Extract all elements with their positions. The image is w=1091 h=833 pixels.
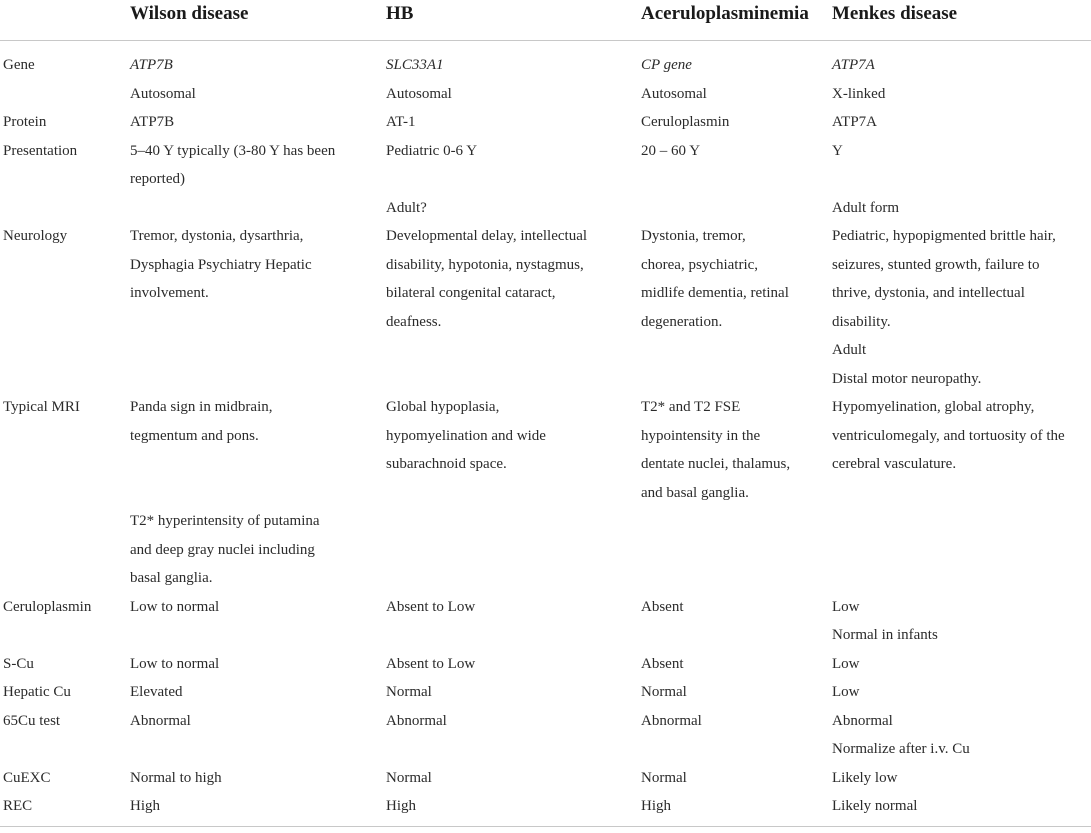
row-label xyxy=(3,51,35,80)
table-cell-line: Adult? xyxy=(386,199,427,216)
table-cell-line: Elevated xyxy=(130,684,183,700)
table-cell xyxy=(386,393,546,479)
table-cell xyxy=(130,792,160,821)
table-cell-line: Low xyxy=(832,684,860,700)
table-cell xyxy=(832,222,1056,336)
table-cell xyxy=(130,764,222,793)
table-cell xyxy=(130,51,173,80)
table-cell-line: Panda sign in midbrain, xyxy=(130,399,273,415)
table-cell-line: T2* hyperintensity of putamina xyxy=(130,513,320,529)
table-cell-line: Tremor, dystonia, dysarthria, xyxy=(130,228,304,244)
table-cell-line: Autosomal xyxy=(386,85,452,102)
row-label-line: Neurology xyxy=(3,228,68,244)
table-cell-line: Normalize after i.v. Cu xyxy=(832,741,970,757)
table-cell-line: Likely normal xyxy=(832,798,918,814)
table-cell xyxy=(641,650,684,679)
table-cell xyxy=(641,764,687,793)
table-cell xyxy=(641,393,790,507)
table-row xyxy=(0,137,1091,194)
table-cell-line: Likely low xyxy=(832,769,898,786)
table-cell xyxy=(832,108,877,137)
table-cell xyxy=(386,108,415,137)
header-cell-wilson-disease: Wilson disease xyxy=(130,3,249,24)
row-label xyxy=(3,222,67,251)
row-label xyxy=(3,764,51,793)
table-cell-line: High xyxy=(641,798,671,814)
table-header-row xyxy=(0,0,1091,41)
table-row xyxy=(0,678,1091,707)
table-cell-line: dentate nuclei, thalamus, xyxy=(641,456,791,472)
table-cell-line: Abnormal xyxy=(386,712,447,729)
table-cell xyxy=(130,80,196,109)
table-cell-line: Normal to high xyxy=(130,769,222,786)
table-cell xyxy=(832,792,917,821)
table-row xyxy=(0,735,1091,764)
table-cell-line: AT-1 xyxy=(386,114,416,130)
table-cell xyxy=(386,593,475,622)
table-cell xyxy=(130,222,312,308)
table-cell-line: chorea, psychiatric, xyxy=(641,256,759,273)
table-cell-line: thrive, dystonia, and intellectual xyxy=(832,285,1025,301)
table-cell-line: CP gene xyxy=(641,57,692,73)
table-cell xyxy=(130,393,273,450)
table-cell-line: subarachnoid space. xyxy=(386,456,507,472)
table-cell xyxy=(832,621,938,650)
row-label-line: Hepatic Cu xyxy=(3,684,71,700)
table-cell-line: Normal xyxy=(386,684,432,700)
table-cell-line: and deep gray nuclei including xyxy=(130,541,315,558)
table-cell xyxy=(641,137,700,166)
table-body xyxy=(0,41,1091,821)
table-cell-line: Hypomyelination, global atrophy, xyxy=(832,399,1035,415)
table-cell-line: Global hypoplasia, xyxy=(386,399,500,415)
table-cell-line: Autosomal xyxy=(641,85,707,102)
table-cell xyxy=(832,137,843,166)
table-cell-line: seizures, stunted growth, failure to xyxy=(832,256,1040,273)
table-cell-line: Normal in infants xyxy=(832,627,938,643)
table-cell-line: Normal xyxy=(641,684,687,700)
table-cell-line: Low xyxy=(832,598,860,615)
table-cell xyxy=(130,678,182,707)
table-cell-line: X-linked xyxy=(832,85,886,102)
table-cell-line: Low to normal xyxy=(130,655,220,672)
table-bottom-rule xyxy=(0,826,1091,827)
row-label-line: Typical MRI xyxy=(3,399,80,415)
row-label xyxy=(3,593,91,622)
header-cell-menkes-disease: Menkes disease xyxy=(832,3,958,24)
table-cell xyxy=(386,650,475,679)
table-row xyxy=(0,51,1091,80)
table-cell-line: Normal xyxy=(386,769,432,786)
table-cell-line: ATP7B xyxy=(130,57,173,73)
table-cell-line: Pediatric, hypopigmented brittle hair, xyxy=(832,228,1056,244)
table-cell xyxy=(386,222,587,336)
row-label xyxy=(3,650,34,679)
table-cell-line: Abnormal xyxy=(130,712,191,729)
row-label-line: S-Cu xyxy=(3,655,34,672)
table-cell-line: Absent to Low xyxy=(386,598,476,615)
table-cell xyxy=(832,365,981,394)
table-cell-line: 5–40 Y typically (3-80 Y has been xyxy=(130,142,336,159)
table-cell-line: 20 – 60 Y xyxy=(641,142,701,159)
header-cell-hb: HB xyxy=(386,3,414,24)
row-label xyxy=(3,678,71,707)
table-cell xyxy=(832,80,885,109)
table-cell-line: Y xyxy=(832,142,843,159)
table-cell xyxy=(386,792,416,821)
table-cell-line: disability. xyxy=(832,313,891,330)
table-cell xyxy=(130,593,219,622)
row-label xyxy=(3,137,77,166)
table-cell-line: reported) xyxy=(130,171,185,187)
table-cell xyxy=(641,51,692,80)
table-cell-line: Ceruloplasmin xyxy=(641,114,730,130)
table-cell-line: cerebral vasculature. xyxy=(832,456,957,472)
table-cell xyxy=(832,393,1065,479)
table-row xyxy=(0,507,1091,593)
table-cell-line: hypomyelination and wide xyxy=(386,427,546,444)
row-label-line: REC xyxy=(3,798,33,814)
row-label xyxy=(3,707,60,736)
table-cell-line: Abnormal xyxy=(832,712,893,729)
table-cell-line: High xyxy=(130,798,160,814)
table-cell-line: Low to normal xyxy=(130,598,220,615)
table-cell xyxy=(130,650,219,679)
table-cell-line: degeneration. xyxy=(641,313,723,330)
table-cell xyxy=(386,137,477,166)
table-cell-line: Absent xyxy=(641,655,684,672)
table-cell-line: Dystonia, tremor, xyxy=(641,228,746,244)
table-cell-line: SLC33A1 xyxy=(386,57,444,73)
table-cell-line: Developmental delay, intellectual xyxy=(386,228,588,244)
table-cell-line: Adult form xyxy=(832,199,900,216)
table-cell-line: Adult xyxy=(832,342,867,358)
table-cell xyxy=(641,222,789,336)
table-row xyxy=(0,393,1091,507)
table-cell-line: Low xyxy=(832,655,860,672)
table-cell xyxy=(130,707,191,736)
table-cell xyxy=(832,650,860,679)
table-cell xyxy=(832,51,875,80)
row-label-line: CuEXC xyxy=(3,769,51,786)
table-cell-line: T2* and T2 FSE xyxy=(641,399,741,415)
row-label-line: Protein xyxy=(3,114,47,130)
table-cell-line: tegmentum and pons. xyxy=(130,427,259,444)
table-cell-line: deafness. xyxy=(386,313,442,330)
table-cell-line: Absent xyxy=(641,598,684,615)
table-row xyxy=(0,707,1091,736)
row-label-line: Presentation xyxy=(3,142,78,159)
table-cell xyxy=(641,678,687,707)
table-row xyxy=(0,80,1091,109)
table-cell xyxy=(386,80,452,109)
table-cell xyxy=(386,194,427,223)
table-cell xyxy=(386,51,444,80)
table-cell-line: hypointensity in the xyxy=(641,427,761,444)
table-cell-line: High xyxy=(386,798,416,814)
table-cell xyxy=(641,108,729,137)
table-cell-line: disability, hypotonia, nystagmus, xyxy=(386,256,584,273)
table-cell-line: ATP7A xyxy=(832,114,878,130)
table-cell-line: involvement. xyxy=(130,285,209,301)
table-cell-line: Abnormal xyxy=(641,712,702,729)
row-label-line: Gene xyxy=(3,57,35,73)
table-cell-line: Normal xyxy=(641,769,687,786)
row-label-line: Ceruloplasmin xyxy=(3,598,92,615)
table-cell-line: basal ganglia. xyxy=(130,570,213,586)
table-row xyxy=(0,792,1091,821)
table-cell xyxy=(832,593,860,622)
table-row xyxy=(0,108,1091,137)
table-cell-line: bilateral congenital cataract, xyxy=(386,285,556,301)
row-label xyxy=(3,108,46,137)
table-cell xyxy=(386,764,432,793)
table-row xyxy=(0,194,1091,223)
table-cell-line: Absent to Low xyxy=(386,655,476,672)
table-row xyxy=(0,593,1091,622)
table-cell-line: Pediatric 0-6 Y xyxy=(386,142,478,159)
table-row xyxy=(0,764,1091,793)
table-cell xyxy=(130,137,335,194)
table-cell xyxy=(832,194,899,223)
table-cell-line: ATP7A xyxy=(832,57,875,73)
table-cell xyxy=(641,707,702,736)
table-cell xyxy=(130,507,320,593)
table-cell xyxy=(641,593,684,622)
table-cell xyxy=(641,792,671,821)
table-cell xyxy=(641,80,707,109)
table-row xyxy=(0,621,1091,650)
table-cell-line: midlife dementia, retinal xyxy=(641,285,789,301)
table-cell xyxy=(832,336,866,365)
table-cell xyxy=(832,764,897,793)
table-row xyxy=(0,365,1091,394)
table-row xyxy=(0,650,1091,679)
table-cell-line: ATP7B xyxy=(130,114,175,130)
table-cell xyxy=(832,678,860,707)
table-cell-line: ventriculomegaly, and tortuosity of the xyxy=(832,427,1065,444)
table-row xyxy=(0,336,1091,365)
table-cell xyxy=(130,108,174,137)
table-cell-line: Autosomal xyxy=(130,85,196,102)
table-row xyxy=(0,222,1091,336)
table-cell-line: Dysphagia Psychiatry Hepatic xyxy=(130,256,312,273)
table-cell xyxy=(386,707,447,736)
header-cell-aceruloplasminemia: Aceruloplasminemia xyxy=(641,3,809,24)
row-label xyxy=(3,792,32,821)
table-cell-line: and basal ganglia. xyxy=(641,484,749,501)
row-label xyxy=(3,393,80,422)
table-cell xyxy=(832,735,970,764)
table-cell-line: Distal motor neuropathy. xyxy=(832,370,982,387)
table-cell xyxy=(832,707,893,736)
row-label-line: 65Cu test xyxy=(3,712,61,729)
table-cell xyxy=(386,678,432,707)
